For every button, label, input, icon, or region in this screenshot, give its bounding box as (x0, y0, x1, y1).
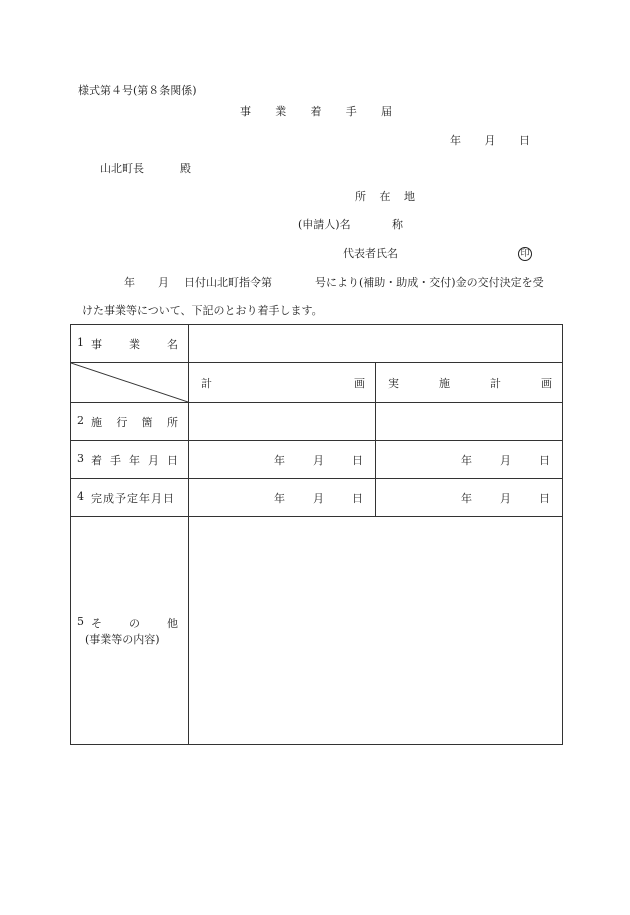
date-line (450, 134, 530, 148)
row-sub-label: (事業等の内容) (85, 632, 160, 646)
label-char: 他 (167, 616, 178, 630)
body-rest: 号により(補助・助成・交付)金の交付決定を受 (315, 276, 544, 289)
plan-header (189, 363, 376, 403)
label-cell (71, 441, 189, 479)
table-row (71, 479, 563, 517)
date-day: 日 (539, 453, 550, 467)
label-char: 手 (110, 453, 121, 467)
label-char: 所 (166, 415, 178, 429)
date-year: 年 (274, 491, 285, 505)
start-date-plan-field[interactable] (189, 441, 376, 479)
label-char: 施 (91, 415, 102, 429)
label-char: 名 (167, 337, 178, 351)
date-year: 年 (461, 453, 472, 467)
label-char: 箇 (141, 415, 153, 429)
header-char: 実 (388, 376, 399, 390)
diagonal-header-cell (71, 363, 189, 403)
body-main: 日付山北町指令第 (184, 276, 272, 289)
title-char: 届 (381, 105, 392, 118)
applicant-address-label (355, 190, 415, 204)
table-row (71, 325, 563, 363)
actual-header (376, 363, 563, 403)
date-month: 月 (484, 134, 496, 147)
date-month: 月 (313, 453, 324, 467)
date-month: 月 (313, 491, 324, 505)
honorific: 殿 (180, 162, 191, 175)
label-char: 年 (129, 453, 140, 467)
applicant-name-suffix: 称 (392, 218, 403, 231)
row-number: 4 (77, 489, 84, 503)
title-char: 業 (275, 105, 287, 118)
title-char: 事 (240, 105, 251, 118)
label-char: 着 (91, 453, 102, 467)
label-cell (71, 403, 189, 441)
label-char: 業 (129, 337, 140, 351)
label-cell (71, 517, 189, 745)
form-table (70, 324, 563, 745)
label-char: 事 (91, 337, 102, 351)
completion-date-plan-field[interactable] (189, 479, 376, 517)
date-day: 日 (352, 491, 363, 505)
representative-label: 代表者氏名 (343, 247, 398, 260)
addressee: 山北町長 (100, 162, 144, 175)
header-char: 施 (439, 376, 450, 390)
row-label (91, 452, 188, 468)
project-name-field[interactable] (189, 325, 563, 363)
start-date-actual-field[interactable] (376, 441, 563, 479)
row-number: 3 (77, 451, 84, 465)
header-char: 計 (201, 376, 212, 390)
label-char: 日 (167, 453, 178, 467)
date-month: 月 (500, 453, 511, 467)
date-month: 月 (500, 491, 511, 505)
other-details-field[interactable] (189, 517, 563, 745)
body-month: 月 (158, 276, 169, 289)
row-label (91, 414, 188, 430)
label-char: 行 (116, 415, 128, 429)
date-day: 日 (539, 491, 550, 505)
table-row (71, 403, 563, 441)
table-header-row (71, 363, 563, 403)
title-char: 手 (345, 105, 357, 118)
location-actual-field[interactable] (376, 403, 563, 441)
row-number: 2 (77, 413, 84, 427)
date-day: 日 (519, 134, 530, 147)
body-line2: けた事業等について、下記のとおり着手します。 (82, 304, 323, 317)
label-char: 月 (148, 453, 159, 467)
completion-date-actual-field[interactable] (376, 479, 563, 517)
date-year: 年 (274, 453, 285, 467)
label-cell (71, 325, 189, 363)
label-char: の (129, 616, 140, 630)
label-cell (71, 479, 189, 517)
seal-mark: 印 (518, 247, 532, 261)
row-label (91, 615, 188, 631)
table-row (71, 517, 563, 745)
form-number: 様式第４号(第８条関係) (78, 84, 197, 97)
date-year: 年 (450, 134, 461, 147)
address-char: 所 (355, 190, 366, 203)
label-char: そ (91, 616, 102, 630)
header-char: 画 (541, 376, 552, 390)
applicant-name-label: (申請人)名 (298, 218, 351, 231)
date-year: 年 (461, 491, 472, 505)
location-plan-field[interactable] (189, 403, 376, 441)
row-label: 完成予定年月日 (91, 491, 175, 505)
title-char: 着 (310, 105, 322, 118)
document-title (240, 105, 392, 119)
address-char: 在 (379, 190, 391, 203)
address-char: 地 (404, 190, 415, 203)
diagonal-line (71, 363, 188, 402)
header-char: 画 (354, 376, 365, 390)
row-number: 1 (77, 335, 84, 349)
body-year: 年 (124, 276, 135, 289)
date-day: 日 (352, 453, 363, 467)
table-row (71, 441, 563, 479)
row-label (91, 336, 188, 352)
row-number: 5 (77, 614, 84, 628)
header-char: 計 (490, 376, 501, 390)
